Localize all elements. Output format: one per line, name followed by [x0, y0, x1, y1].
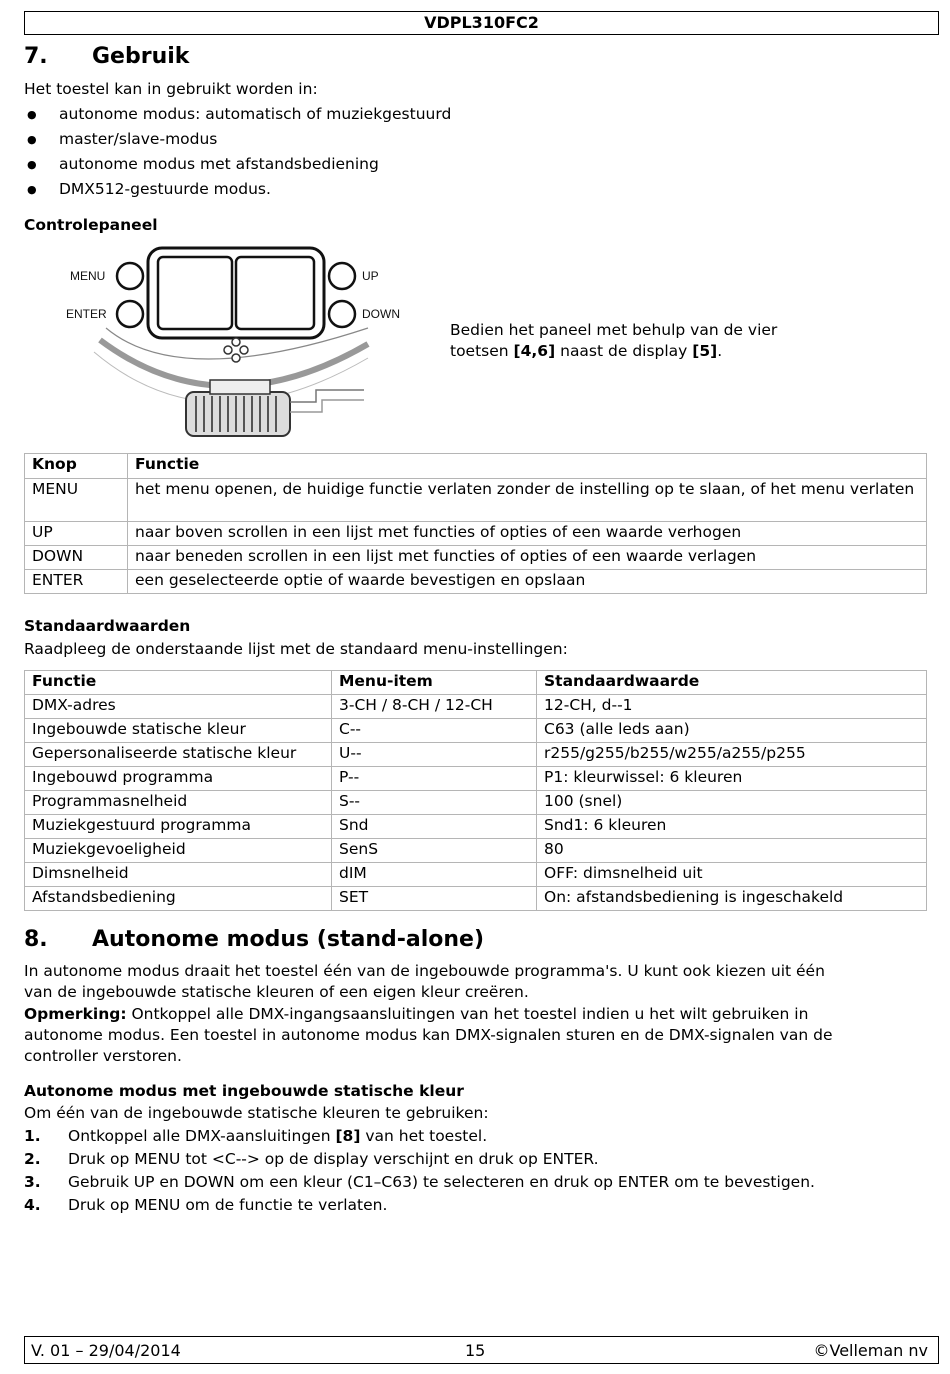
table-cell: UP	[25, 522, 128, 546]
text: naast de display	[555, 342, 693, 360]
table-cell: Ingebouwd programma	[25, 767, 332, 791]
step-number: 2.	[24, 1150, 41, 1168]
table-cell: C63 (alle leds aan)	[537, 719, 927, 743]
step-text: Druk op MENU om de functie te verlaten.	[68, 1196, 388, 1214]
step-number: 3.	[24, 1173, 41, 1191]
table-cell: SET	[332, 887, 537, 911]
step-ref: [8]	[335, 1127, 361, 1145]
table-row	[25, 546, 927, 570]
table-cell: een geselecteerde optie of waarde bevestigen en opslaan	[128, 570, 927, 594]
table-cell: C--	[332, 719, 537, 743]
sub-heading: Autonome modus met ingebouwde statische kleur	[24, 1082, 464, 1100]
table-cell: U--	[332, 743, 537, 767]
defaults-intro: Raadpleeg de onderstaande lijst met de standaard menu-instellingen:	[24, 640, 568, 658]
column-header: Standaardwaarde	[537, 671, 927, 695]
step-text: Ontkoppel alle DMX-aansluitingen	[68, 1127, 336, 1145]
section-8-heading	[24, 927, 484, 952]
table-row	[25, 863, 927, 887]
enter-key-label: ENTER	[66, 307, 107, 321]
list-item: ● DMX512-gestuurde modus.	[24, 179, 451, 204]
list-item	[24, 1126, 815, 1149]
table-cell: S--	[332, 791, 537, 815]
table-row	[25, 522, 927, 546]
table-cell: 12-CH, d--1	[537, 695, 927, 719]
section-number: 8.	[24, 927, 48, 952]
table-cell: On: afstandsbediening is ingeschakeld	[537, 887, 927, 911]
column-header: Knop	[25, 454, 128, 479]
table-cell: Dimsnelheid	[25, 863, 332, 887]
table-cell: naar boven scrollen in een lijst met functies of opties of een waarde verhogen	[128, 522, 927, 546]
section-intro: Het toestel kan in gebruikt worden in:	[24, 80, 318, 98]
footer-version: V. 01 – 29/04/2014	[31, 1341, 181, 1360]
paragraph-line: van de ingebouwde statische kleuren of een eigen kleur creëren.	[24, 983, 529, 1001]
table-cell: Snd	[332, 815, 537, 839]
table-row	[25, 743, 927, 767]
note-line-1	[24, 1004, 924, 1025]
table-header-row	[25, 671, 927, 695]
step-text: Druk op MENU tot <C--> op de display verschijnt en druk op ENTER.	[68, 1150, 599, 1168]
footer-page-number: 15	[465, 1341, 486, 1360]
paragraph-line: In autonome modus draait het toestel één van de ingebouwde programma's. U kunt ook kiezen uit één	[24, 962, 825, 980]
table-cell: Ingebouwde statische kleur	[25, 719, 332, 743]
table-row	[25, 570, 927, 594]
table-cell: dIM	[332, 863, 537, 887]
table-cell: naar beneden scrollen in een lijst met functies of opties of een waarde verlagen	[128, 546, 927, 570]
text: .	[717, 342, 723, 360]
list-item	[24, 1172, 815, 1195]
table-cell: OFF: dimsnelheid uit	[537, 863, 927, 887]
note-text: Ontkoppel alle DMX-ingangsaansluitingen van het toestel indien u het wilt gebruiken in	[126, 1005, 809, 1023]
note-line-3: controller verstoren.	[24, 1047, 182, 1065]
note-line-2: autonome modus. Een toestel in autonome modus kan DMX-signalen sturen en de DMX-signalen van de	[24, 1026, 833, 1044]
up-key-label: UP	[362, 269, 379, 283]
table-row	[25, 887, 927, 911]
list-item	[24, 1149, 815, 1172]
display-ref: [5]	[692, 342, 718, 360]
table-cell: Snd1: 6 kleuren	[537, 815, 927, 839]
footer	[24, 1336, 939, 1364]
control-panel-illustration	[60, 240, 400, 440]
table-cell: Programmasnelheid	[25, 791, 332, 815]
control-panel-heading: Controlepaneel	[24, 216, 158, 234]
knob-icon	[186, 380, 364, 436]
list-item: ● autonome modus: automatisch of muziekgestuurd	[24, 104, 451, 129]
table-cell: 100 (snel)	[537, 791, 927, 815]
steps-list	[24, 1126, 815, 1218]
header-model: VDPL310FC2	[24, 11, 939, 35]
table-cell: SenS	[332, 839, 537, 863]
table-cell: Gepersonaliseerde statische kleur	[25, 743, 332, 767]
table-cell: Afstandsbediening	[25, 887, 332, 911]
step-number: 1.	[24, 1127, 41, 1145]
table-header-row	[25, 454, 927, 479]
menu-key-label: MENU	[70, 269, 106, 283]
table-cell: 3-CH / 8-CH / 12-CH	[332, 695, 537, 719]
table-row	[25, 767, 927, 791]
table-row	[25, 695, 927, 719]
table-cell: het menu openen, de huidige functie verlaten zonder de instelling op te slaan, of het menu verlaten	[128, 479, 927, 522]
section-title: Autonome modus (stand-alone)	[92, 927, 484, 952]
section-number: 7.	[24, 44, 48, 69]
section-title: Gebruik	[92, 44, 190, 69]
text: toetsen	[450, 342, 514, 360]
defaults-table	[24, 670, 927, 911]
table-row	[25, 791, 927, 815]
keys-ref: [4,6]	[513, 342, 556, 360]
list-item: ● autonome modus met afstandsbediening	[24, 154, 451, 179]
step-text: van het toestel.	[360, 1127, 488, 1145]
step-number: 4.	[24, 1196, 41, 1214]
column-header: Functie	[25, 671, 332, 695]
down-key-label: DOWN	[362, 307, 400, 321]
section-7-heading	[24, 44, 189, 69]
panel-description-line-1: Bedien het paneel met behulp van de vier	[450, 321, 778, 339]
note-label: Opmerking:	[24, 1005, 127, 1023]
column-header: Menu-item	[332, 671, 537, 695]
keys-table	[24, 453, 927, 594]
table-cell: MENU	[25, 479, 128, 522]
list-item: ● master/slave-modus	[24, 129, 451, 154]
table-row	[25, 719, 927, 743]
table-cell: ENTER	[25, 570, 128, 594]
table-row	[25, 815, 927, 839]
table-cell: Muziekgestuurd programma	[25, 815, 332, 839]
table-cell: P--	[332, 767, 537, 791]
table-cell: Muziekgevoeligheid	[25, 839, 332, 863]
table-cell: 80	[537, 839, 927, 863]
table-row	[25, 839, 927, 863]
sub-intro: Om één van de ingebouwde statische kleuren te gebruiken:	[24, 1104, 489, 1122]
table-cell: P1: kleurwissel: 6 kleuren	[537, 767, 927, 791]
defaults-heading: Standaardwaarden	[24, 617, 191, 635]
table-row	[25, 479, 927, 522]
footer-copyright: ©Velleman nv	[813, 1341, 928, 1360]
step-text: Gebruik UP en DOWN om een kleur (C1–C63) te selecteren en druk op ENTER om te bevestigen.	[68, 1173, 815, 1191]
table-cell: DOWN	[25, 546, 128, 570]
panel-description-line-2	[450, 341, 930, 362]
table-cell: DMX-adres	[25, 695, 332, 719]
table-cell: r255/g255/b255/w255/a255/p255	[537, 743, 927, 767]
column-header: Functie	[128, 454, 927, 479]
usage-modes-list	[24, 104, 451, 204]
list-item	[24, 1195, 815, 1218]
